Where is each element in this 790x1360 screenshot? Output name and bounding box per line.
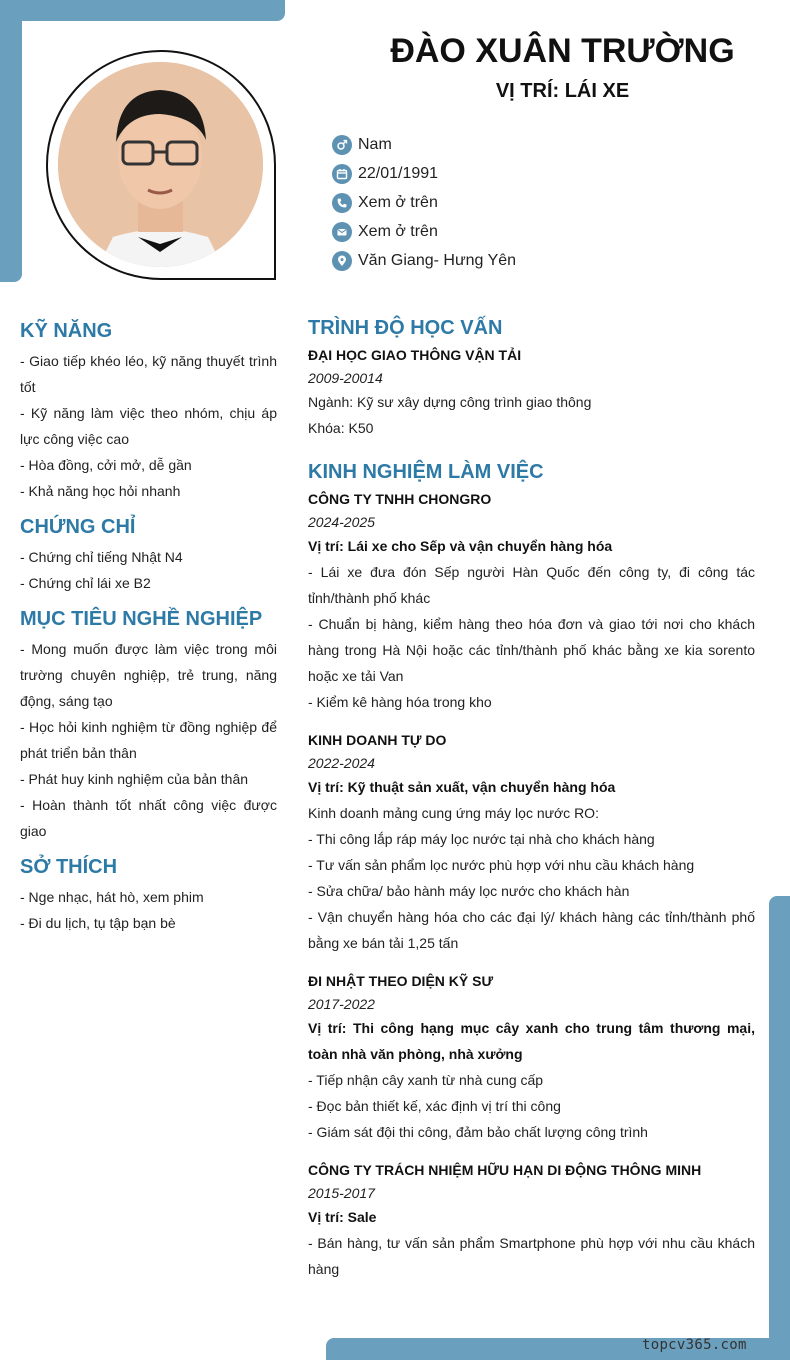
skills-title: KỸ NĂNG [20, 320, 113, 342]
candidate-name: ĐÀO XUÂN TRƯỜNG [390, 32, 735, 70]
career-goal-item: - Mong muốn được làm việc trong môi trường chuyên nghiệp, trẻ trung, năng động, sáng tạo [20, 641, 277, 709]
skills-section [20, 316, 277, 504]
hobby-item: - Đi du lịch, tụ tập bạn bè [20, 915, 176, 931]
hobbies-section [20, 852, 277, 936]
phone-icon [332, 193, 352, 213]
experience-entry [308, 1158, 755, 1282]
education-major: Ngành: Kỹ sư xây dựng công trình giao thông [308, 394, 592, 410]
experience-role: Vị trí: Lái xe cho Sếp và vận chuyển hàng hóa [308, 538, 613, 554]
education-period: 2009-20014 [308, 370, 383, 386]
education-course: Khóa: K50 [308, 420, 374, 436]
experience-line: - Thi công lắp ráp máy lọc nước tại nhà cho khách hàng [308, 831, 655, 847]
career-goal-item: - Hoàn thành tốt nhất công việc được giao [20, 797, 277, 839]
experience-line: - Vận chuyển hàng hóa cho các đại lý/ khách hàng các tỉnh/thành phố bằng xe bán tải 1,25 tấn [308, 909, 755, 951]
experience-company: CÔNG TY TNHH CHONGRO [308, 491, 492, 507]
hobbies-title: SỞ THÍCH [20, 856, 118, 878]
experience-line: - Bán hàng, tư vấn sản phẩm Smartphone phù hợp với nhu cầu khách hàng [308, 1235, 755, 1277]
contact-gender-text: Nam [358, 135, 392, 153]
skill-item: - Kỹ năng làm việc theo nhóm, chịu áp lực công việc cao [20, 405, 277, 447]
experience-company: ĐI NHẬT THEO DIỆN KỸ SƯ [308, 973, 494, 989]
contact-gender [332, 130, 516, 159]
decor-right-bar [769, 896, 790, 1360]
career-goal-title: MỤC TIÊU NGHỀ NGHIỆP [20, 608, 263, 630]
hobby-item: - Nge nhạc, hát hò, xem phim [20, 889, 204, 905]
contact-address [332, 246, 516, 275]
experience-period: 2017-2022 [308, 996, 375, 1012]
experience-period: 2022-2024 [308, 755, 375, 771]
location-icon [332, 251, 352, 271]
contact-phone-text: Xem ở trên [358, 193, 438, 211]
education-title: TRÌNH ĐỘ HỌC VẤN [308, 317, 503, 339]
decor-left-bar [0, 0, 22, 282]
candidate-position: VỊ TRÍ: LÁI XE [495, 80, 630, 102]
contact-phone [332, 188, 516, 217]
experience-title: KINH NGHIỆM LÀM VIỆC [308, 461, 544, 483]
contact-info [332, 130, 516, 275]
experience-line: - Lái xe đưa đón Sếp người Hàn Quốc đến công ty, đi công tác tỉnh/thành phố khác [308, 564, 755, 606]
experience-line: - Giám sát đội thi công, đảm bảo chất lượng công trình [308, 1124, 648, 1140]
experience-line: Kinh doanh mảng cung ứng máy lọc nước RO: [308, 805, 599, 821]
skill-item: - Hòa đồng, cởi mở, dễ gần [20, 457, 192, 473]
experience-role: Vị trí: Sale [308, 1209, 377, 1225]
right-column [308, 313, 755, 1295]
experience-line: - Kiểm kê hàng hóa trong kho [308, 694, 492, 710]
education-school: ĐẠI HỌC GIAO THÔNG VẬN TẢI [308, 347, 522, 363]
certificates-title: CHỨNG CHỈ [20, 516, 136, 538]
contact-address-text: Văn Giang- Hưng Yên [358, 251, 517, 269]
experience-company: KINH DOANH TỰ DO [308, 732, 447, 748]
contact-email-text: Xem ở trên [358, 222, 438, 240]
gender-icon [332, 135, 352, 155]
experience-role: Vị trí: Kỹ thuật sản xuất, vận chuyển hàng hóa [308, 779, 616, 795]
experience-line: - Tiếp nhận cây xanh từ nhà cung cấp [308, 1072, 544, 1088]
experience-company: CÔNG TY TRÁCH NHIỆM HỮU HẠN DI ĐỘNG THÔNG MINH [308, 1162, 702, 1178]
experience-entry [308, 487, 755, 715]
career-goal-item: - Phát huy kinh nghiệm của bản thân [20, 771, 249, 787]
certificates-section [20, 512, 277, 596]
experience-line: - Sửa chữa/ bảo hành máy lọc nước cho khách hàn [308, 883, 630, 899]
experience-line: - Chuẩn bị hàng, kiểm hàng theo hóa đơn và giao tới nơi cho khách hàng trong Hà Nội hoặc các tỉnh/thành phố khác bằng xe kia sorento hoặc xe tải Van [308, 616, 755, 684]
experience-period: 2024-2025 [308, 514, 375, 530]
certificate-item: - Chứng chỉ lái xe B2 [20, 575, 151, 591]
experience-section [308, 457, 755, 1282]
skill-item: - Khả năng học hỏi nhanh [20, 483, 181, 499]
certificate-item: - Chứng chỉ tiếng Nhật N4 [20, 549, 183, 565]
contact-email [332, 217, 516, 246]
career-goal-item: - Học hỏi kinh nghiệm từ đồng nghiệp để phát triển bản thân [20, 719, 277, 761]
career-goal-section [20, 604, 277, 844]
experience-line: - Đọc bản thiết kế, xác định vị trí thi công [308, 1098, 561, 1114]
education-section [308, 313, 755, 441]
profile-photo [58, 62, 263, 267]
experience-role: Vị trí: Thi công hạng mục cây xanh cho trung tâm thương mại, toàn nhà văn phòng, nhà xưởng [308, 1020, 755, 1062]
contact-birthday [332, 159, 516, 188]
experience-entry [308, 728, 755, 956]
email-icon [332, 222, 352, 242]
experience-entry [308, 969, 755, 1145]
skill-item: - Giao tiếp khéo léo, kỹ năng thuyết trình tốt [20, 353, 277, 395]
decor-top-bar [0, 0, 285, 21]
experience-period: 2015-2017 [308, 1185, 375, 1201]
contact-birthday-text: 22/01/1991 [358, 164, 439, 182]
left-column [20, 316, 277, 944]
watermark: topcv365.com [642, 1337, 747, 1353]
calendar-icon [332, 164, 352, 184]
experience-line: - Tư vấn sản phẩm lọc nước phù hợp với nhu cầu khách hàng [308, 857, 695, 873]
